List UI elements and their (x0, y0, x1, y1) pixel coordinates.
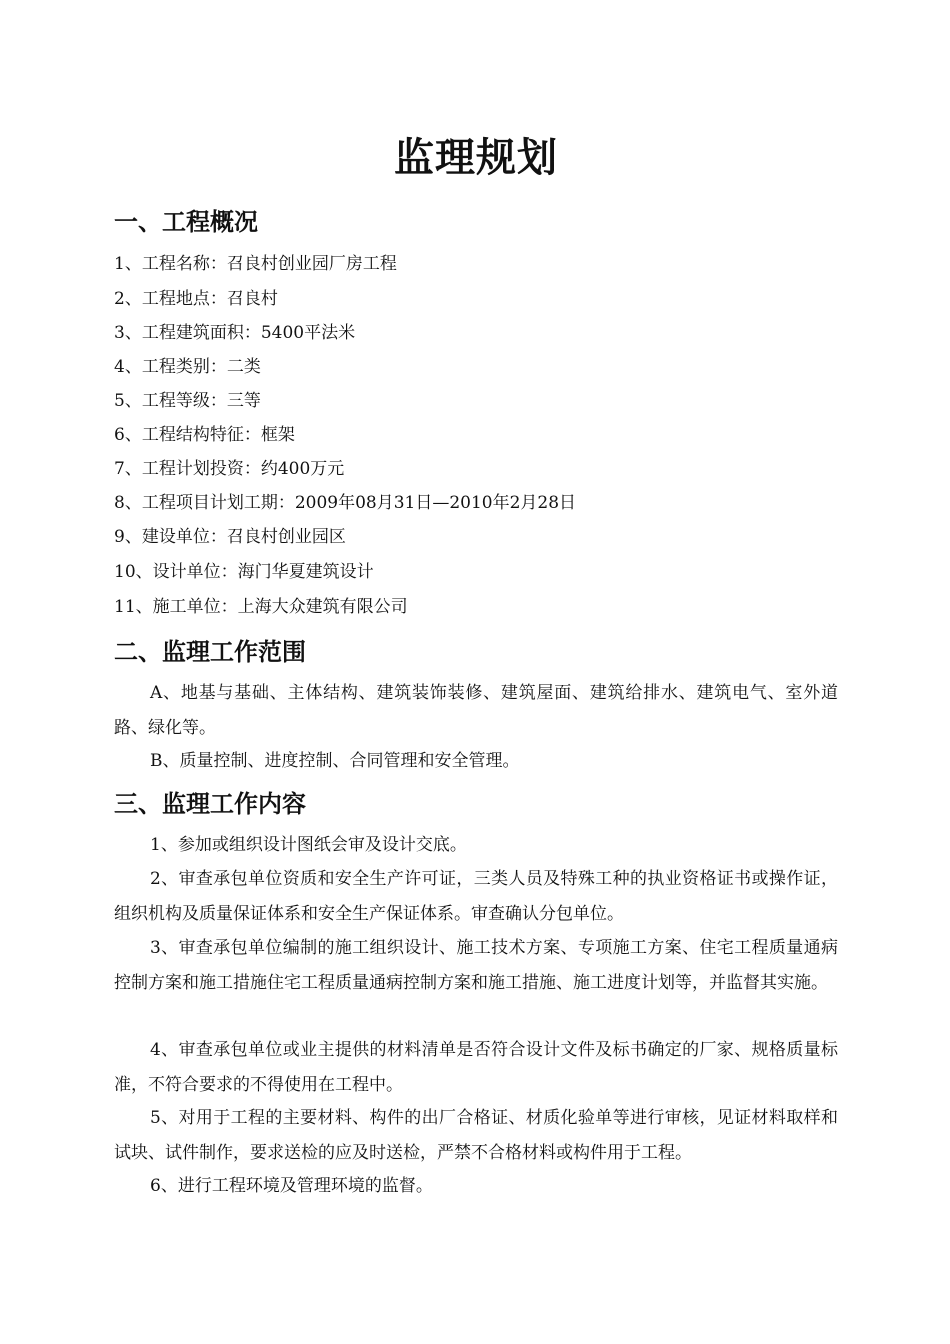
document-title: 监理规划 (394, 135, 558, 181)
content-paragraph: 2、审查承包单位资质和安全生产许可证，三类人员及特殊工种的执业资格证书或操作证，组织机构及质量保证体系和安全生产保证体系。审查确认分包单位。 (114, 869, 838, 924)
overview-item: 3、工程建筑面积：5400平法米 (114, 323, 356, 343)
section-heading-content: 三、监理工作内容 (114, 790, 306, 818)
overview-item: 4、工程类别：二类 (114, 357, 261, 377)
section-heading-scope: 二、监理工作范围 (114, 638, 306, 666)
overview-item: 11、施工单位：上海大众建筑有限公司 (114, 597, 408, 617)
overview-item: 5、工程等级：三等 (114, 391, 261, 411)
overview-item: 10、设计单位：海门华夏建筑设计 (114, 562, 374, 582)
overview-item: 6、工程结构特征：框架 (114, 425, 295, 445)
overview-item: 9、建设单位：召良村创业园区 (114, 527, 346, 547)
scope-paragraph: A、地基与基础、主体结构、建筑装饰装修、建筑屋面、建筑给排水、建筑电气、室外道路、绿化等。 (114, 683, 838, 738)
content-paragraph: 6、进行工程环境及管理环境的监督。 (150, 1176, 433, 1196)
content-paragraph: 1、参加或组织设计图纸会审及设计交底。 (150, 835, 467, 855)
overview-item: 8、工程项目计划工期：2009年08月31日—2010年2月28日 (114, 493, 577, 513)
overview-item: 1、工程名称：召良村创业园厂房工程 (114, 254, 397, 274)
section-heading-overview: 一、工程概况 (114, 208, 258, 236)
content-paragraph: 3、审查承包单位编制的施工组织设计、施工技术方案、专项施工方案、住宅工程质量通病控制方案和施工措施住宅工程质量通病控制方案和施工措施、施工进度计划等，并监督其实施。 (114, 938, 838, 993)
overview-item: 2、工程地点：召良村 (114, 289, 278, 309)
content-paragraph: 4、审查承包单位或业主提供的材料清单是否符合设计文件及标书确定的厂家、规格质量标准，不符合要求的不得使用在工程中。 (114, 1040, 838, 1095)
scope-paragraph: B、质量控制、进度控制、合同管理和安全管理。 (150, 751, 520, 771)
overview-item: 7、工程计划投资：约400万元 (114, 459, 345, 479)
content-paragraph: 5、对用于工程的主要材料、构件的出厂合格证、材质化验单等进行审核，见证材料取样和试块、试件制作，要求送检的应及时送检，严禁不合格材料或构件用于工程。 (114, 1108, 838, 1163)
